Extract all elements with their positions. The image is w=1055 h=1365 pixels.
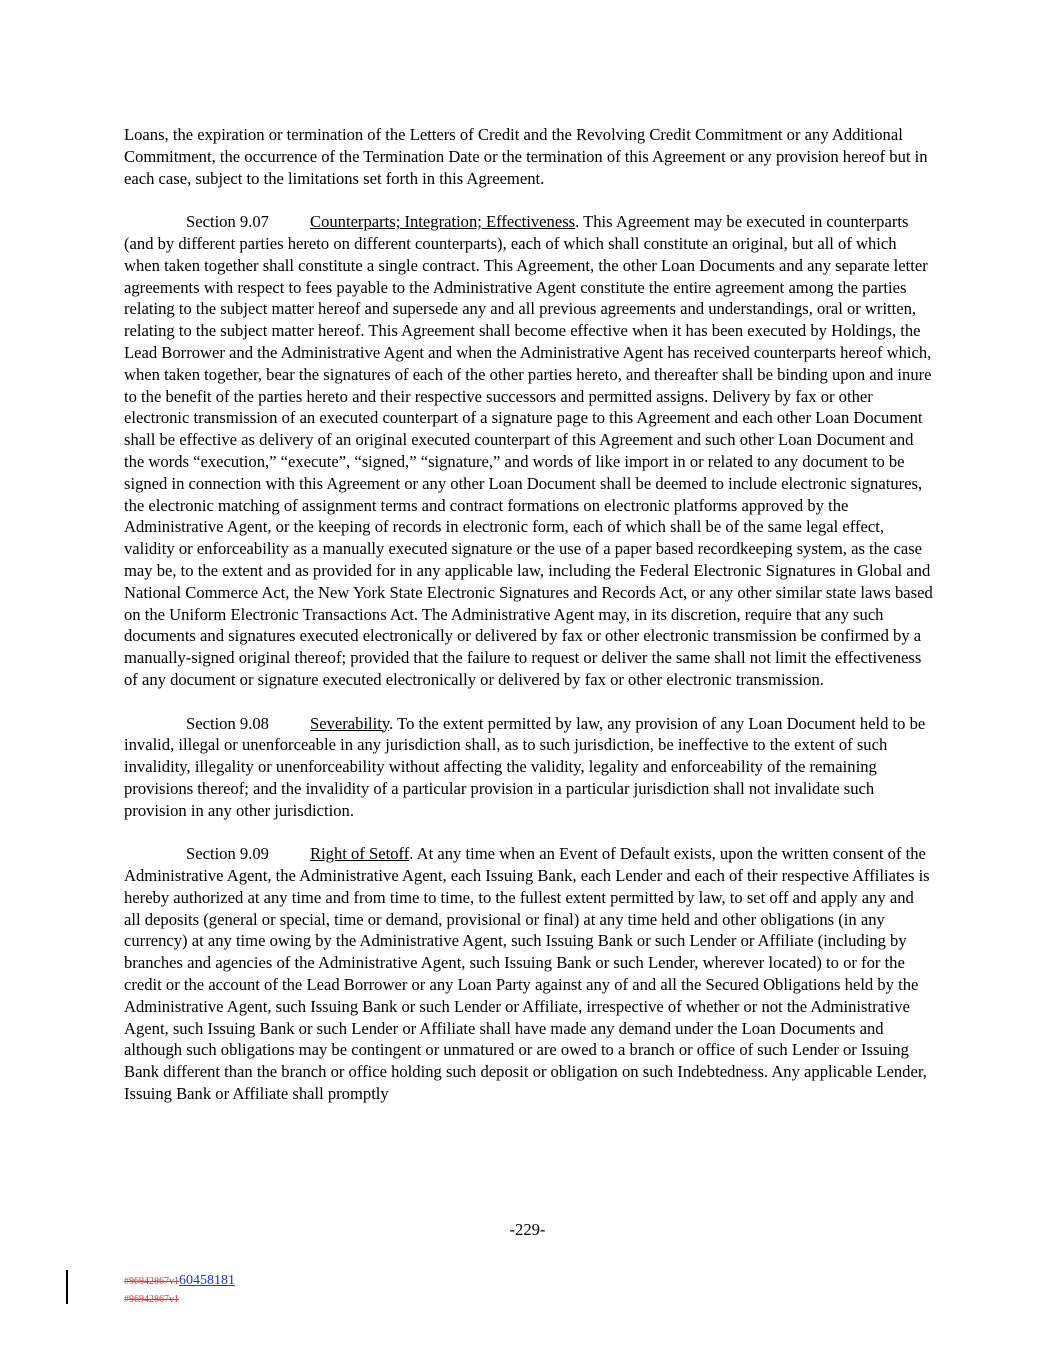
section-9-07 bbox=[124, 211, 934, 691]
page-number: -229- bbox=[509, 1220, 546, 1239]
section-number: Section 9.09 bbox=[186, 844, 269, 864]
deleted-doc-id-2: #96942867v1 bbox=[124, 1294, 179, 1305]
deleted-doc-id: #96942867v1 bbox=[124, 1276, 179, 1287]
document-id-footer bbox=[124, 1272, 235, 1308]
section-body: . To the extent permitted by law, any provision of any Loan Document held to be invalid, illegal or unenforceable in any jurisdiction shall, as to such jurisdiction, be ineffective to the extent of such invalidity, illegality or unenforceability without affecting the validity, legality and enforceability of the remaining provisions thereof; and the invalidity of a particular provision in a particular jurisdiction shall not invalidate such provision in any other jurisdiction. bbox=[124, 713, 926, 820]
section-number: Section 9.08 bbox=[186, 713, 269, 733]
section-title: Counterparts; Integration; Effectiveness bbox=[310, 212, 576, 232]
footer-line-1 bbox=[124, 1272, 235, 1290]
section-number: Section 9.07 bbox=[186, 212, 269, 232]
section-body: . At any time when an Event of Default exists, upon the written consent of the Administrative Agent, the Administrative Agent, each Issuing Bank, each Lender and each of their respective Affiliates is hereby authorized at any time and from time to time, to the fullest extent permitted by law, to set off and apply any and all deposits (general or special, time or demand, provisional or final) at any time held and other obligations (in any currency) at any time owing by the Administrative Agent, such Issuing Bank or such Lender or Affiliate (including by branches and agencies of the Administrative Agent, such Issuing Bank or such Lender, wherever located) to or for the credit or the account of the Lead Borrower or any Loan Party against any of and all the Secured Obligations held by the Administrative Agent, such Issuing Bank or such Lender or Affiliate, irrespective of whether or not the Administrative Agent, such Issuing Bank or such Lender or Affiliate shall have made any demand under the Loan Documents and although such obligations may be contingent or unmatured or are owed to a branch or office of such Lender or Issuing Bank different than the branch or office holding such deposit or obligation on such Indebtedness. Any applicable Lender, Issuing Bank or Affiliate shall promptly bbox=[124, 844, 930, 1104]
footer-line-2 bbox=[124, 1290, 235, 1308]
section-9-09 bbox=[124, 843, 934, 1105]
section-title: Right of Setoff bbox=[310, 844, 410, 864]
inserted-doc-id: 60458181 bbox=[179, 1273, 235, 1288]
intro-paragraph: Loans, the expiration or termination of the Letters of Credit and the Revolving Credit Commitment or any Additional Commitment, the occurrence of the Termination Date or the termination of this Agreement or any provision hereof but in each case, subject to the limitations set forth in this Agreement. bbox=[124, 125, 928, 188]
section-9-08 bbox=[124, 713, 934, 822]
document-page bbox=[124, 124, 934, 1127]
change-bar bbox=[66, 1270, 68, 1304]
section-body: . This Agreement may be executed in counterparts (and by different parties hereto on different counterparts), each of which shall constitute an original, but all of which when taken together shall constitute a single contract. This Agreement, the other Loan Documents and any separate letter agreements with respect to fees payable to the Administrative Agent constitute the entire agreement among the parties relating to the subject matter hereof and supersede any and all previous agreements and understandings, oral or written, relating to the subject matter hereof. This Agreement shall become effective when it has been executed by Holdings, the Lead Borrower and the Administrative Agent and when the Administrative Agent has received counterparts hereof which, when taken together, bear the signatures of each of the other parties hereto, and thereafter shall be binding upon and inure to the benefit of the parties hereto and their respective successors and permitted assigns. Delivery by fax or other electronic transmission of an executed counterpart of a signature page to this Agreement and each other Loan Document shall be effective as delivery of an original executed counterpart of this Agreement and such other Loan Document and the words “execution,” “execute”, “signed,” “signature,” and words of like import in or related to any document to be signed in connection with this Agreement or any other Loan Document shall be deemed to include electronic signatures, the electronic matching of assignment terms and contract formations on electronic platforms approved by the Administrative Agent, or the keeping of records in electronic form, each of which shall be of the same legal effect, validity or enforceability as a manually executed signature or the use of a paper based recordkeeping system, as the case may be, to the extent and as provided for in any applicable law, including the Federal Electronic Signatures in Global and National Commerce Act, the New York State Electronic Signatures and Records Act, or any other similar state laws based on the Uniform Electronic Transactions Act. The Administrative Agent may, in its discretion, require that any such documents and signatures executed electronically or delivered by fax or other electronic transmission be confirmed by a manually-signed original thereof; provided that the failure to request or deliver the same shall not limit the effectiveness of any document or signature executed electronically or delivered by fax or other electronic transmission. bbox=[124, 212, 933, 689]
section-title: Severability bbox=[310, 713, 390, 733]
